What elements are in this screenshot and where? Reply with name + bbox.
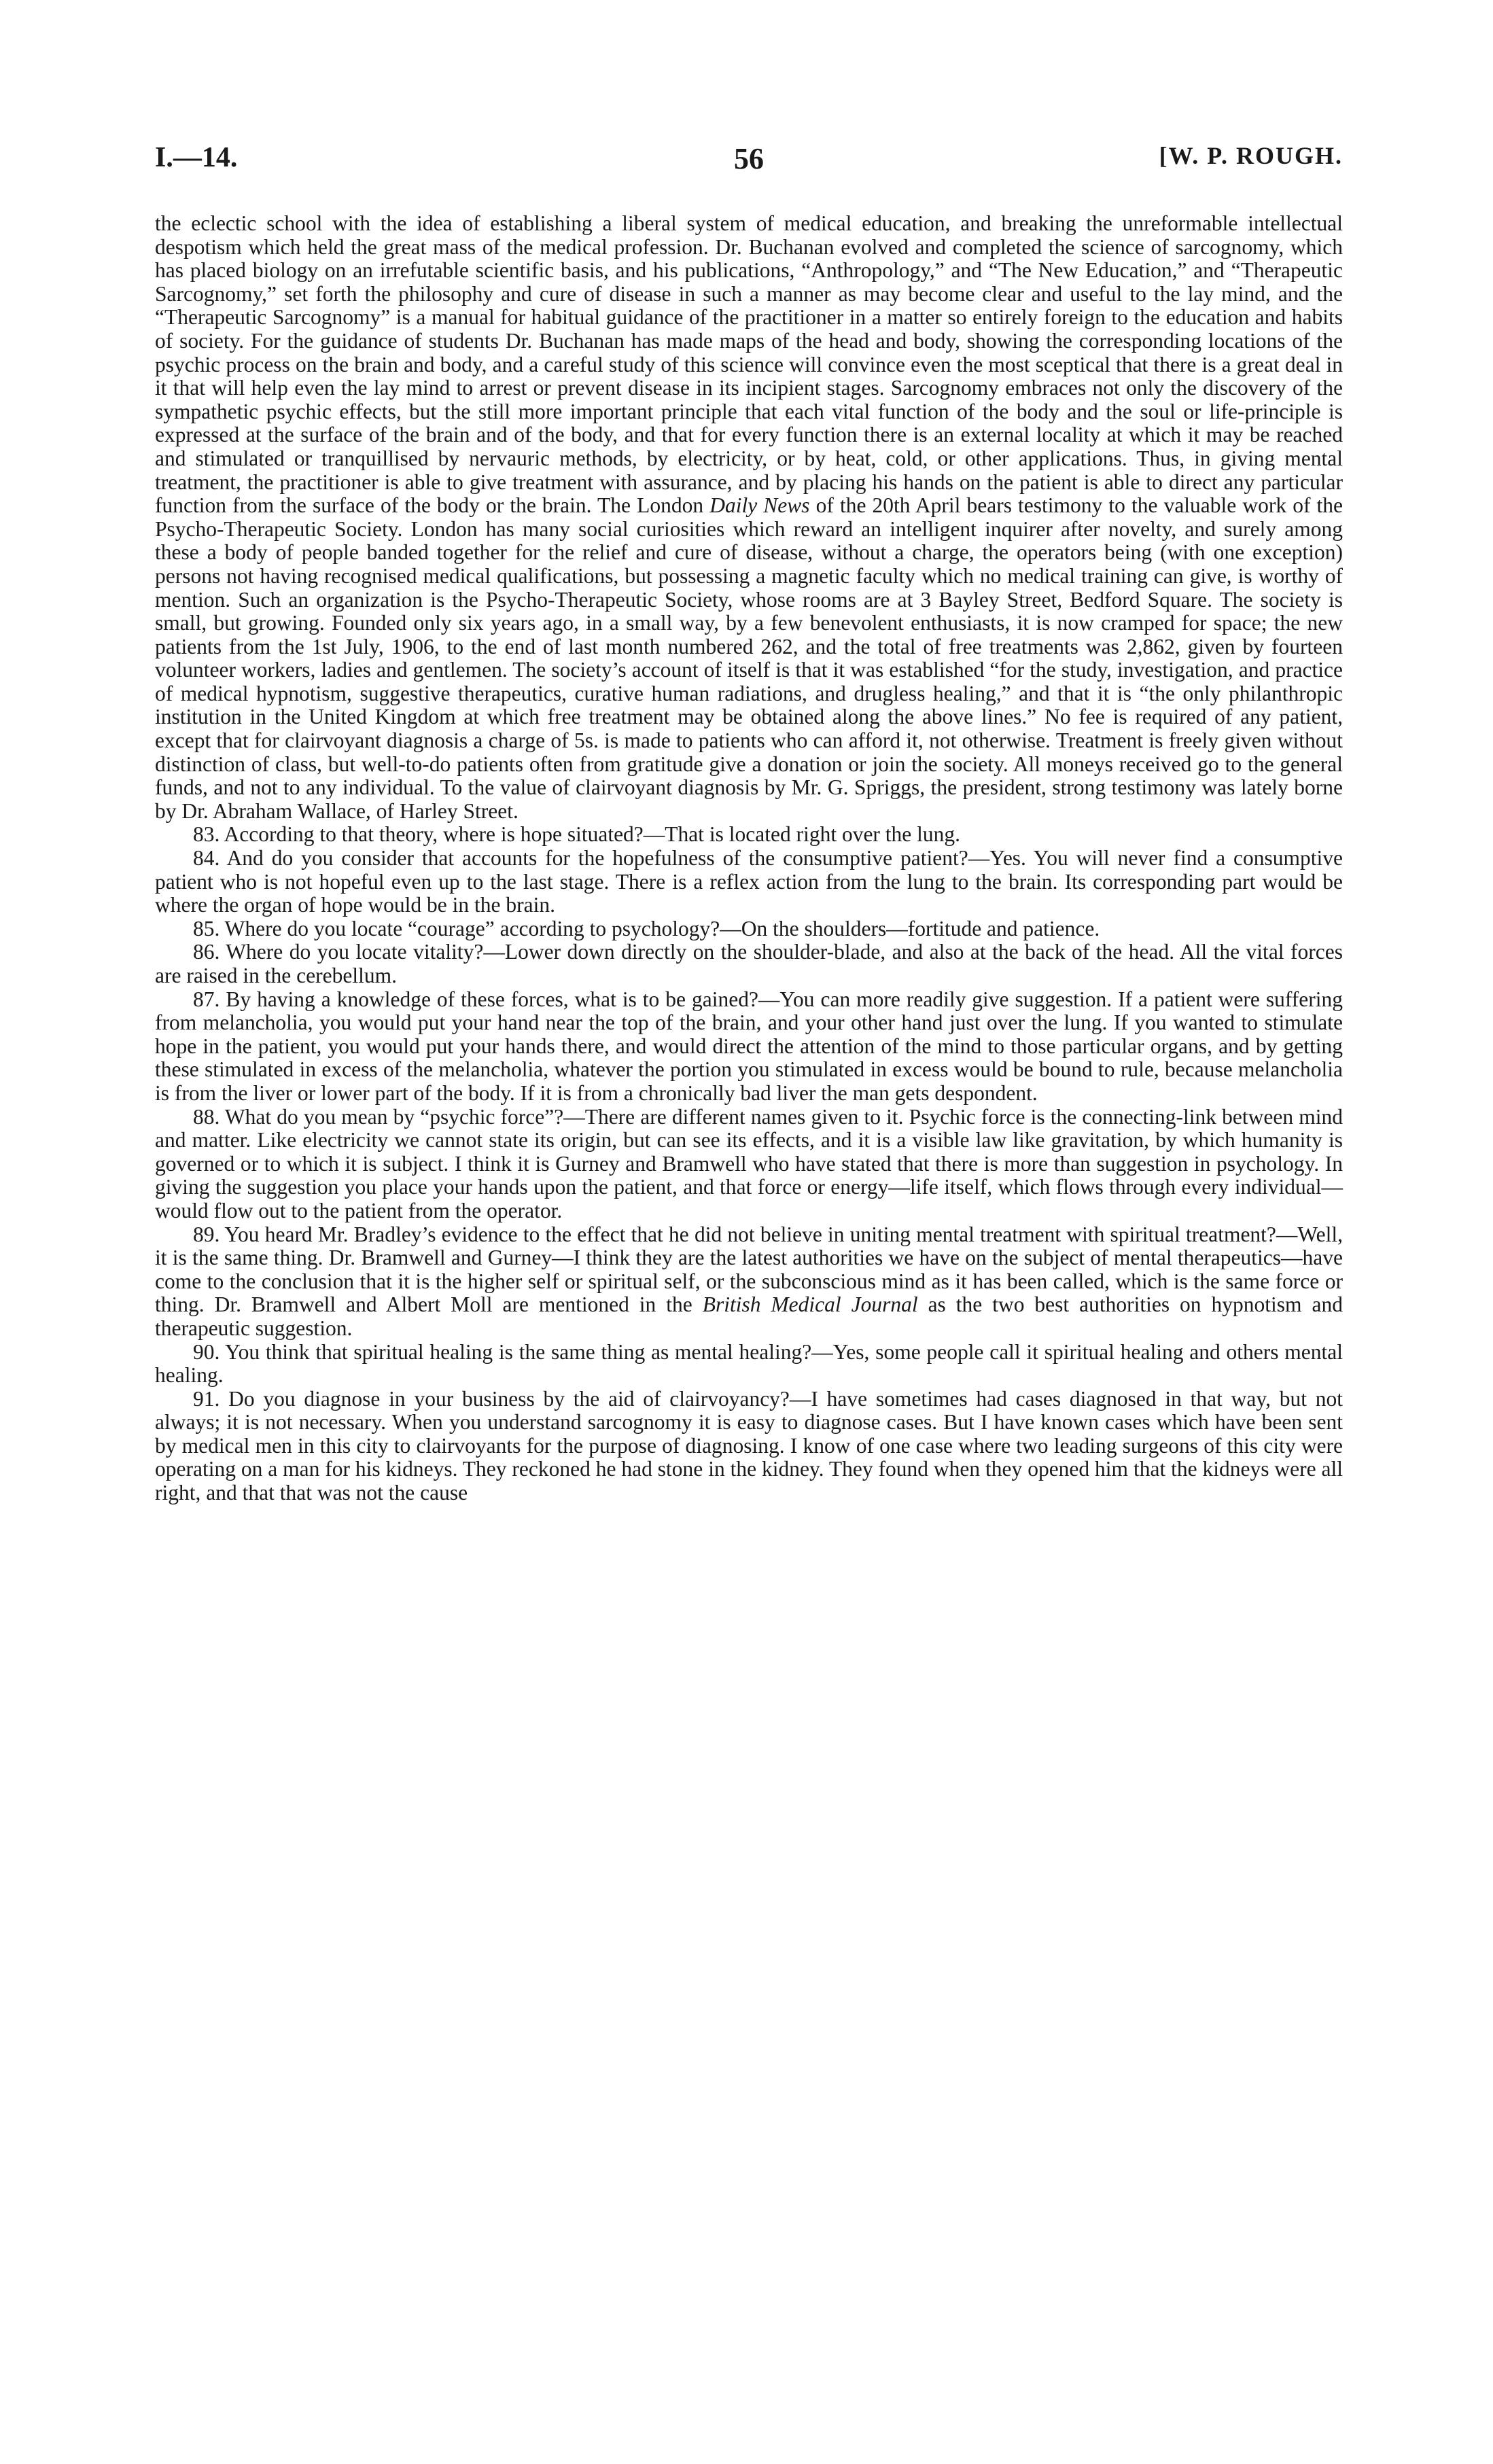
evidence-paragraph	[155, 823, 1343, 847]
paragraph-text: 83. According to that theory, where is hope situated?—That is located right over the lung.	[193, 822, 961, 847]
continuation-paragraph	[155, 212, 1343, 823]
evidence-paragraph	[155, 1341, 1343, 1388]
paragraph-text: 84. And do you consider that accounts for the hopefulness of the consumptive patient?—Yes. You will never find a consumptive patient who is not hopeful even up to the last stage. There is a reflex action from the lung to the brain. Its corresponding part would be where the organ of hope would be in the brain.	[155, 846, 1343, 917]
paragraph-text: of the 20th April bears testimony to the valuable work of the Psycho-Therapeutic Society. London has many social curiosities which reward an intelligent inquirer after novelty, and surely among these a body of people banded together for the relief and cure of disease, without a charge, the operators being (with one exception) persons not having recognised medical qualifications, but possessing a magnetic faculty which no medical training can give, is worthy of mention. Such an organization is the Psycho-Therapeutic Society, whose rooms are at 3 Bayley Street, Bedford Square. The society is small, but growing. Founded only six years ago, in a small way, by a few benevolent enthusiasts, it is now cramped for space; the new patients from the 1st July, 1906, to the end of last month numbered 262, and the total of free treatments was 2,862, given by fourteen volunteer workers, ladies and gentlemen. The society’s account of itself is that it was established “for the study, investigation, and practice of medical hypnotism, suggestive therapeutics, curative human radiations, and drugless healing,” and that it is “the only philanthropic institution in the United Kingdom at which free treatment may be obtained along the above lines.” No fee is required of any patient, except that for clairvoyant diagnosis a charge of 5s. is made to patients who can afford it, not otherwise. Treatment is freely given without distinction of class, but well-to-do patients often from gratitude give a donation or join the society. All moneys received go to the general funds, and not to any individual. To the value of clairvoyant diagnosis by Mr. G. Spriggs, the president, strong testimony was lately borne by Dr. Abraham Wallace, of Harley Street.	[155, 493, 1343, 823]
body-text	[155, 212, 1343, 1505]
evidence-paragraph	[155, 917, 1343, 941]
page-number: 56	[734, 142, 764, 175]
evidence-paragraph	[155, 847, 1343, 917]
document-page	[155, 141, 1343, 1505]
paragraph-text: 86. Where do you locate vitality?—Lower down directly on the shoulder-blade, and also at the back of the head. All the vital forces are raised in the cerebellum.	[155, 940, 1343, 987]
document-reference: I.—14.	[155, 142, 238, 173]
running-header	[155, 141, 1343, 185]
witness-name: [W. P. ROUGH.	[1159, 142, 1343, 169]
italic-title: British Medical Journal	[702, 1292, 918, 1317]
paragraph-text: 89. You heard Mr. Bradley’s evidence to the effect that he did not believe in uniting mental treatment with spiritual treatment?—Well, it is the same thing. Dr. Bramwell and Gurney—I think they are the latest authorities we have on the subject of mental therapeutics—have come to the conclusion that it is the higher self or spiritual self, or the subconscious mind as it has been called, which is the same force or thing. Dr. Bramwell and Albert Moll are mentioned in the	[155, 1222, 1343, 1317]
evidence-paragraph	[155, 1388, 1343, 1505]
evidence-paragraph	[155, 988, 1343, 1106]
paragraph-text: the eclectic school with the idea of establishing a liberal system of medical education, and breaking the unreformable intellectual despotism which held the great mass of the medical profession. Dr. Buchanan evolved and completed the science of sarcognomy, which has placed biology on an irrefutable scientific basis, and his publications, “Anthropology,” and “The New Education,” and “Therapeutic Sarcognomy,” set forth the philosophy and cure of disease in such a manner as may become clear and useful to the lay mind, and the “Therapeutic Sarcognomy” is a manual for habitual guidance of the practitioner in a matter so entirely foreign to the education and habits of society. For the guidance of students Dr. Buchanan has made maps of the head and body, showing the corresponding locations of the psychic process on the brain and body, and a careful study of this science will convince even the most sceptical that there is a great deal in it that will help even the lay mind to arrest or prevent disease in its incipient stages. Sarcognomy embraces not only the discovery of the sympathetic psychic effects, but the still more important principle that each vital function of the body and the soul or life-principle is expressed at the surface of the brain and of the body, and that for every function there is an external locality at which it may be reached and stimulated or tranquillised by nervauric methods, by electricity, or by heat, cold, or other applications. Thus, in giving mental treatment, the practitioner is able to give treatment with assurance, and by placing his hands on the patient is able to direct any particular function from the surface of the body or the brain. The London	[155, 211, 1343, 518]
evidence-paragraph	[155, 1223, 1343, 1341]
paragraph-text: 87. By having a knowledge of these forces, what is to be gained?—You can more readily give suggestion. If a patient were suffering from melancholia, you would put your hand near the top of the brain, and your other hand just over the lung. If you wanted to stimulate hope in the patient, you would put your hands there, and would direct the attention of the mind to those particular organs, and by getting these stimulated in excess of the melancholia, whatever the portion you stimulated in excess would be bound to rule, because melancholia is from the liver or lower part of the body. If it is from a chronically bad liver the man gets despondent.	[155, 987, 1343, 1105]
paragraph-text: 90. You think that spiritual healing is the same thing as mental healing?—Yes, some people call it spiritual healing and others mental healing.	[155, 1339, 1343, 1388]
paragraph-text: 91. Do you diagnose in your business by the aid of clairvoyancy?—I have sometimes had cases diagnosed in that way, but not always; it is not necessary. When you understand sarcognomy it is easy to diagnose cases. But I have known cases which have been sent by medical men in this city to clairvoyants for the purpose of diagnosing. I know of one case where two leading surgeons of this city were operating on a man for his kidneys. They reckoned he had stone in the kidney. They found when they opened him that the kidneys were all right, and that that was not the cause	[155, 1386, 1343, 1505]
evidence-paragraph	[155, 940, 1343, 987]
paragraph-text: 85. Where do you locate “courage” according to psychology?—On the shoulders—fortitude and patience.	[193, 916, 1100, 940]
paragraph-text: as the two best authorities on hypnotism and therapeutic suggestion.	[155, 1292, 1343, 1340]
italic-title: Daily News	[709, 493, 810, 518]
paragraph-text: 88. What do you mean by “psychic force”?—There are different names given to it. Psychic force is the connecting-link between mind and matter. Like electricity we cannot state its origin, but can see its effects, and it is a visible law like gravitation, by which humanity is governed or to which it is subject. I think it is Gurney and Bramwell who have stated that there is more than suggestion in psychology. In giving the suggestion you place your hands upon the patient, and that force or energy—life itself, which flows through every individual—would flow out to the patient from the operator.	[155, 1104, 1343, 1222]
evidence-paragraph	[155, 1106, 1343, 1223]
